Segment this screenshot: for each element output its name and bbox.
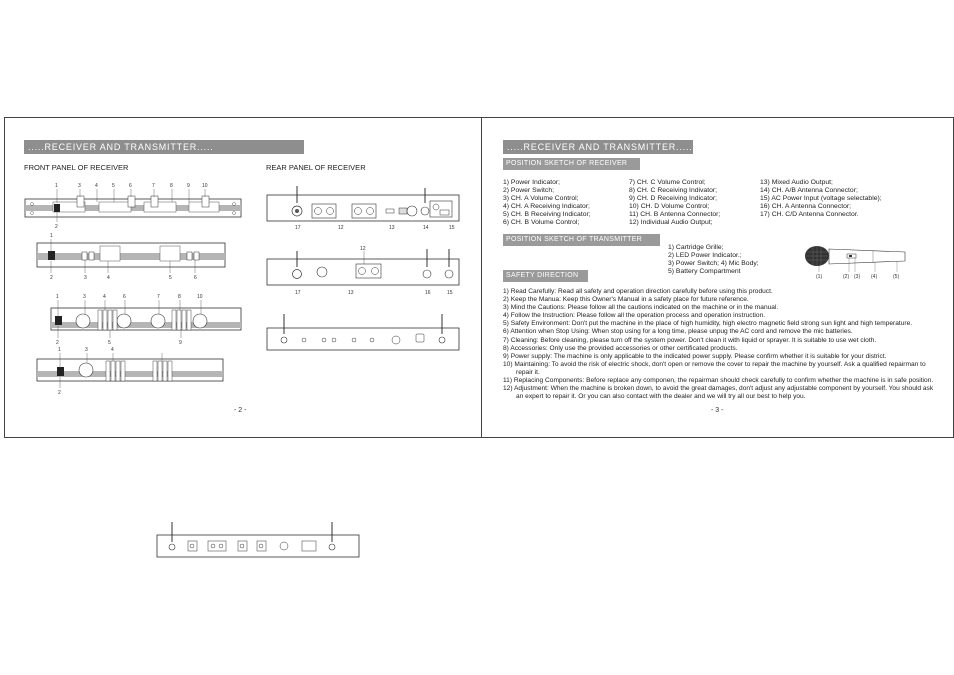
callout-label: 13 bbox=[348, 290, 354, 296]
receiver-parts-list-col2 bbox=[629, 179, 720, 228]
mic-callout-label: (5) bbox=[893, 274, 900, 280]
right-page-title-banner: .....RECEIVER AND TRANSMITTER..... bbox=[503, 140, 693, 154]
transmitter-part-item: 5) Battery Compartment bbox=[668, 268, 741, 276]
rear-panel-diagram-2 bbox=[266, 243, 462, 298]
callout-label: 5 bbox=[108, 340, 111, 346]
receiver-part-item: 15) AC Power Input (voltage selectable); bbox=[760, 195, 882, 203]
safety-item: 3) Mind the Cautions: Please follow all the cautions indicated on the machine or in the manual. bbox=[503, 304, 779, 312]
transmitter-sketch-section-heading: POSITION SKETCH OF TRANSMITTER bbox=[503, 234, 660, 246]
callout-label: 3 bbox=[84, 275, 87, 281]
callout-label: 1 bbox=[56, 294, 59, 300]
page-number-right: - 3 - bbox=[711, 407, 724, 414]
receiver-part-item: 8) CH. C Receiving Indivator; bbox=[629, 187, 718, 195]
safety-direction-section-heading: SAFETY DIRECTION bbox=[503, 270, 588, 282]
receiver-part-item: 17) CH. C/D Antenna Connector. bbox=[760, 211, 859, 219]
callout-label: 2 bbox=[55, 224, 58, 230]
callout-label: 3 bbox=[78, 183, 81, 189]
receiver-part-item: 1) Power Indicator; bbox=[503, 179, 561, 186]
callout-label: 4 bbox=[103, 294, 106, 300]
receiver-part-item: 6) CH. B Volume Control; bbox=[503, 219, 580, 227]
page-divider bbox=[481, 117, 482, 437]
receiver-part-item: 13) Mixed Audio Output; bbox=[760, 179, 833, 186]
standalone-rear-panel-diagram bbox=[156, 520, 362, 570]
safety-item: 2) Keep the Manua: Keep this Owner's Manual in a safety place for future reference. bbox=[503, 296, 749, 304]
callout-label: 6 bbox=[194, 275, 197, 281]
receiver-part-item: 2) Power Switch; bbox=[503, 187, 554, 195]
callout-label: 14 bbox=[423, 225, 429, 231]
callout-label: 15 bbox=[449, 225, 455, 231]
transmitter-part-item: 1) Cartridge Grille; bbox=[668, 244, 724, 251]
microphone-sketch bbox=[803, 242, 911, 284]
receiver-part-item: 16) CH. A Antenna Connector; bbox=[760, 203, 852, 211]
page-number-left: - 2 - bbox=[234, 407, 247, 414]
callout-label: 2 bbox=[58, 390, 61, 396]
callout-label: 3 bbox=[85, 347, 88, 353]
callout-label: 13 bbox=[389, 225, 395, 231]
callout-label: 4 bbox=[107, 275, 110, 281]
safety-item: 9) Power supply: The machine is only applicable to the indicated power supply. Please confirm whether it is suitable for your district. bbox=[503, 352, 887, 360]
rear-panel-diagram-1 bbox=[266, 183, 462, 235]
callout-label: 17 bbox=[295, 290, 301, 296]
transmitter-part-item: 3) Power Switch; 4) Mic Body; bbox=[668, 260, 759, 268]
transmitter-parts-list bbox=[668, 244, 759, 276]
left-page-title-banner: .....RECEIVER AND TRANSMITTER..... bbox=[24, 140, 304, 154]
receiver-part-item: 12) Individual Audio Output; bbox=[629, 219, 713, 227]
receiver-part-item: 11) CH. B Antenna Connector; bbox=[629, 211, 721, 219]
safety-item: 10) Maintaining: To avoid the risk of electric shock, don't open or remove the cover to repair the machine by yourself. Ask a qualified repairman to repair it. bbox=[503, 360, 926, 376]
callout-label: 9 bbox=[187, 183, 190, 189]
rear-panel-heading: REAR PANEL OF RECEIVER bbox=[266, 163, 366, 172]
callout-label: 6 bbox=[123, 294, 126, 300]
safety-item: 12) Adjustment: When the machine is broken down, to avoid the great damages, don't adjust any adjustable component by yourself. You should ask an expert to repair it. Or you can also contact with the dealer and we will try all our best to help you. bbox=[503, 385, 934, 401]
safety-item: 7) Cleaning: Before cleaning, please turn off the system power. Don't clean it with liquid or sprayer. It is suitable to use wet cloth. bbox=[503, 336, 877, 344]
mic-callout-label: (3) bbox=[854, 274, 861, 280]
callout-label: 3 bbox=[83, 294, 86, 300]
callout-label: 1 bbox=[50, 233, 53, 239]
callout-label: 2 bbox=[56, 340, 59, 346]
callout-label: 5 bbox=[112, 183, 115, 189]
callout-label: 16 bbox=[425, 290, 431, 296]
safety-item: 11) Replacing Components: Before replace any componen, the repairman should check carefully to confirm whether the machine is in safe position. bbox=[503, 377, 934, 385]
front-panel-diagram-2 bbox=[36, 233, 228, 285]
front-panel-diagram-1 bbox=[24, 180, 244, 230]
front-panel-heading: FRONT PANEL OF RECEIVER bbox=[24, 163, 129, 172]
safety-item: 6) Attention when Stop Using: When stop using for a long time, please unpug the AC cord and remove the mic batteries. bbox=[503, 328, 853, 336]
callout-label: 8 bbox=[170, 183, 173, 189]
callout-label: 8 bbox=[178, 294, 181, 300]
safety-direction-list bbox=[503, 288, 939, 401]
transmitter-part-item: 2) LED Power Indicator.; bbox=[668, 252, 742, 260]
safety-item: 1) Read Carefully: Read all safety and operation direction carefully before using this product. bbox=[503, 288, 773, 295]
callout-label: 12 bbox=[338, 225, 344, 231]
front-panel-diagram-4 bbox=[36, 345, 226, 397]
safety-item: 5) Safety Environment: Don't put the machine in the place of high humidity, high electro magnetic field strong sun light and high temperature. bbox=[503, 320, 913, 328]
front1-callouts-top bbox=[55, 183, 208, 189]
callout-label: 7 bbox=[152, 183, 155, 189]
front-panel-diagram-3 bbox=[50, 290, 244, 348]
receiver-part-item: 14) CH. A/B Antenna Connector; bbox=[760, 187, 858, 195]
callout-label: 17 bbox=[295, 225, 301, 231]
receiver-parts-list-col1 bbox=[503, 179, 591, 228]
mic-callout-label: (1) bbox=[816, 274, 823, 280]
callout-label: 10 bbox=[197, 294, 203, 300]
mic-callout-label: (2) bbox=[843, 274, 850, 280]
receiver-part-item: 7) CH. C Volume Control; bbox=[629, 179, 706, 186]
receiver-sketch-section-heading: POSITION SKETCH OF RECEIVER bbox=[503, 158, 640, 170]
callout-label: 4 bbox=[111, 347, 114, 353]
safety-item: 8) Accessories: Only use the provided accessories or other certificated products. bbox=[503, 344, 738, 352]
callout-label: 5 bbox=[169, 275, 172, 281]
receiver-parts-list-col3 bbox=[760, 179, 882, 219]
callout-label: 6 bbox=[129, 183, 132, 189]
callout-label: 10 bbox=[202, 183, 208, 189]
receiver-part-item: 5) CH. B Receiving Indicator; bbox=[503, 211, 591, 219]
callout-label: 7 bbox=[157, 294, 160, 300]
mic-callout-label: (4) bbox=[871, 274, 878, 280]
rear-panel-diagram-3 bbox=[266, 312, 462, 372]
callout-label: 12 bbox=[360, 246, 366, 252]
callout-label: 15 bbox=[447, 290, 453, 296]
receiver-part-item: 9) CH. D Receiving Indicator; bbox=[629, 195, 718, 203]
receiver-part-item: 10) CH. D Volume Control; bbox=[629, 203, 710, 211]
callout-label: 9 bbox=[179, 340, 182, 346]
safety-item: 4) Follow the Instruction: Please follow all the operation process and operation instruction. bbox=[503, 312, 766, 320]
callout-label: 1 bbox=[55, 183, 58, 189]
callout-label: 1 bbox=[58, 347, 61, 353]
receiver-part-item: 3) CH. A Volume Control; bbox=[503, 195, 579, 203]
callout-label: 2 bbox=[50, 275, 53, 281]
callout-label: 4 bbox=[95, 183, 98, 189]
receiver-part-item: 4) CH. A Receiving Indicator; bbox=[503, 203, 590, 211]
